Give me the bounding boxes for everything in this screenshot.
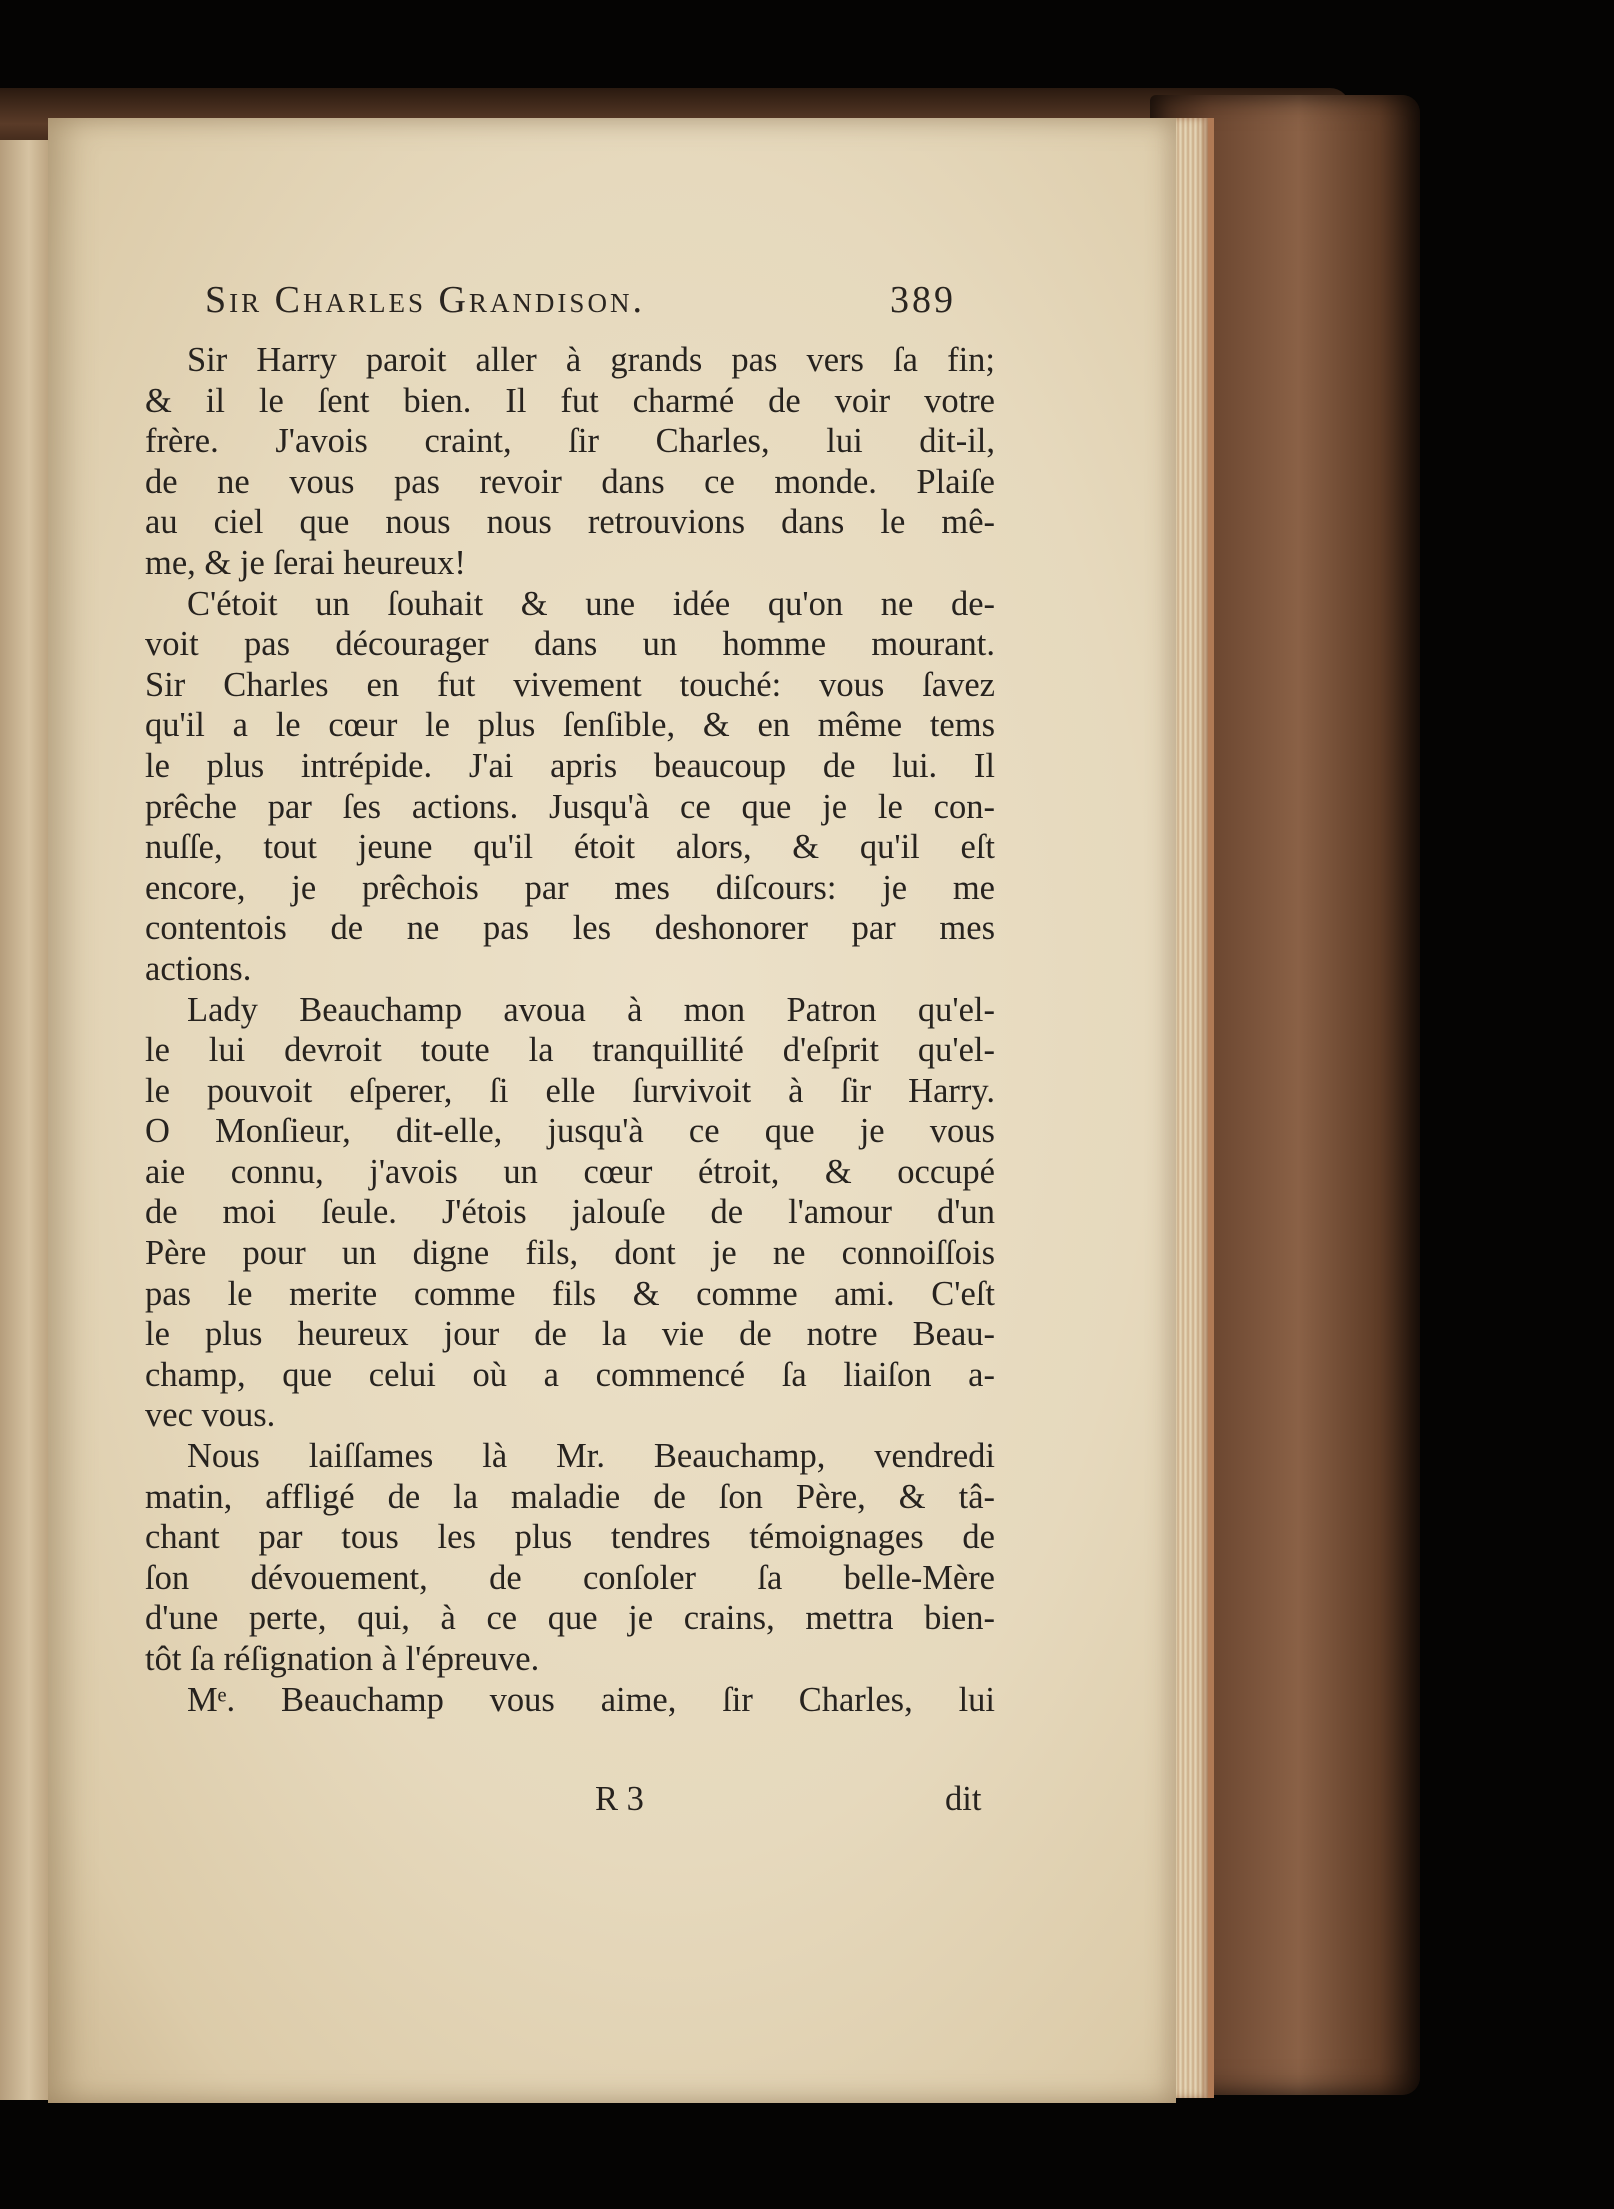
catchword: dit <box>945 1780 982 1818</box>
text-line: d'une perte, qui, à ce que je crains, mettra bien- <box>145 1599 995 1638</box>
text-line: le pouvoit eſperer, ſi elle ſurvivoit à ſir Harry. <box>145 1071 995 1110</box>
text-line: ſon dévouement, de conſoler ſa belle-Mère <box>145 1558 995 1597</box>
text-line: Lady Beauchamp avoua à mon Patron qu'el- <box>187 990 995 1029</box>
text-line: le plus intrépide. J'ai apris beaucoup de lui. Il <box>145 746 995 785</box>
facing-page-edge <box>0 140 48 2100</box>
text-line: encore, je prêchois par mes diſcours: je me <box>145 868 995 907</box>
text-line: champ, que celui où a commencé ſa liaiſon a- <box>145 1355 995 1394</box>
text-line: contentois de ne pas les deshonorer par mes <box>145 909 995 948</box>
text-line: actions. <box>145 949 252 988</box>
text-line: matin, affligé de la maladie de ſon Père, & tâ- <box>145 1477 995 1516</box>
text-line: Mᵉ. Beauchamp vous aime, ſir Charles, lui <box>187 1680 995 1719</box>
text-line: C'étoit un ſouhait & une idée qu'on ne de- <box>187 584 995 623</box>
text-line: nuſſe, tout jeune qu'il étoit alors, & qu'il eſt <box>145 828 995 867</box>
text-line: O Monſieur, dit-elle, jusqu'à ce que je vous <box>145 1112 995 1151</box>
body-text <box>145 340 995 1720</box>
text-line: me, & je ſerai heureux! <box>145 543 466 582</box>
signature-mark: R 3 <box>595 1780 644 1818</box>
text-line: frère. J'avois craint, ſir Charles, lui dit-il, <box>145 422 995 461</box>
text-line: de ne vous pas revoir dans ce monde. Plaiſe <box>145 462 995 501</box>
running-head <box>205 278 1005 338</box>
page-footer <box>145 1780 995 1830</box>
page-number: 389 <box>890 279 956 321</box>
text-line: tôt ſa réſignation à l'épreuve. <box>145 1640 540 1678</box>
text-line: Sir Harry paroit aller à grands pas vers ſa fin; <box>187 341 995 379</box>
text-line: le plus heureux jour de la vie de notre Beau- <box>145 1315 995 1354</box>
running-head-title: Sir Charles Grandison. <box>205 279 645 321</box>
text-line: pas le merite comme fils & comme ami. C'eſt <box>145 1274 995 1313</box>
text-line: de moi ſeule. J'étois jalouſe de l'amour d'un <box>145 1193 995 1232</box>
text-line: aie connu, j'avois un cœur étroit, & occupé <box>145 1152 995 1191</box>
text-line: vec vous. <box>145 1396 276 1435</box>
text-line: le lui devroit toute la tranquillité d'eſprit qu'el- <box>145 1031 995 1070</box>
text-line: prêche par ſes actions. Jusqu'à ce que je le con- <box>145 787 995 826</box>
text-line: & il le ſent bien. Il fut charmé de voir votre <box>145 381 995 420</box>
text-line: au ciel que nous nous retrouvions dans le mê- <box>145 503 995 542</box>
text-line: chant par tous les plus tendres témoignages de <box>145 1518 995 1557</box>
text-line: voit pas décourager dans un homme mourant. <box>145 625 995 664</box>
text-line: Nous laiſſames là Mr. Beauchamp, vendredi <box>187 1437 995 1476</box>
text-line: Sir Charles en fut vivement touché: vous ſavez <box>145 665 995 704</box>
text-line: Père pour un digne fils, dont je ne connoiſſois <box>145 1234 995 1273</box>
text-line: qu'il a le cœur le plus ſenſible, & en même tems <box>145 706 995 745</box>
